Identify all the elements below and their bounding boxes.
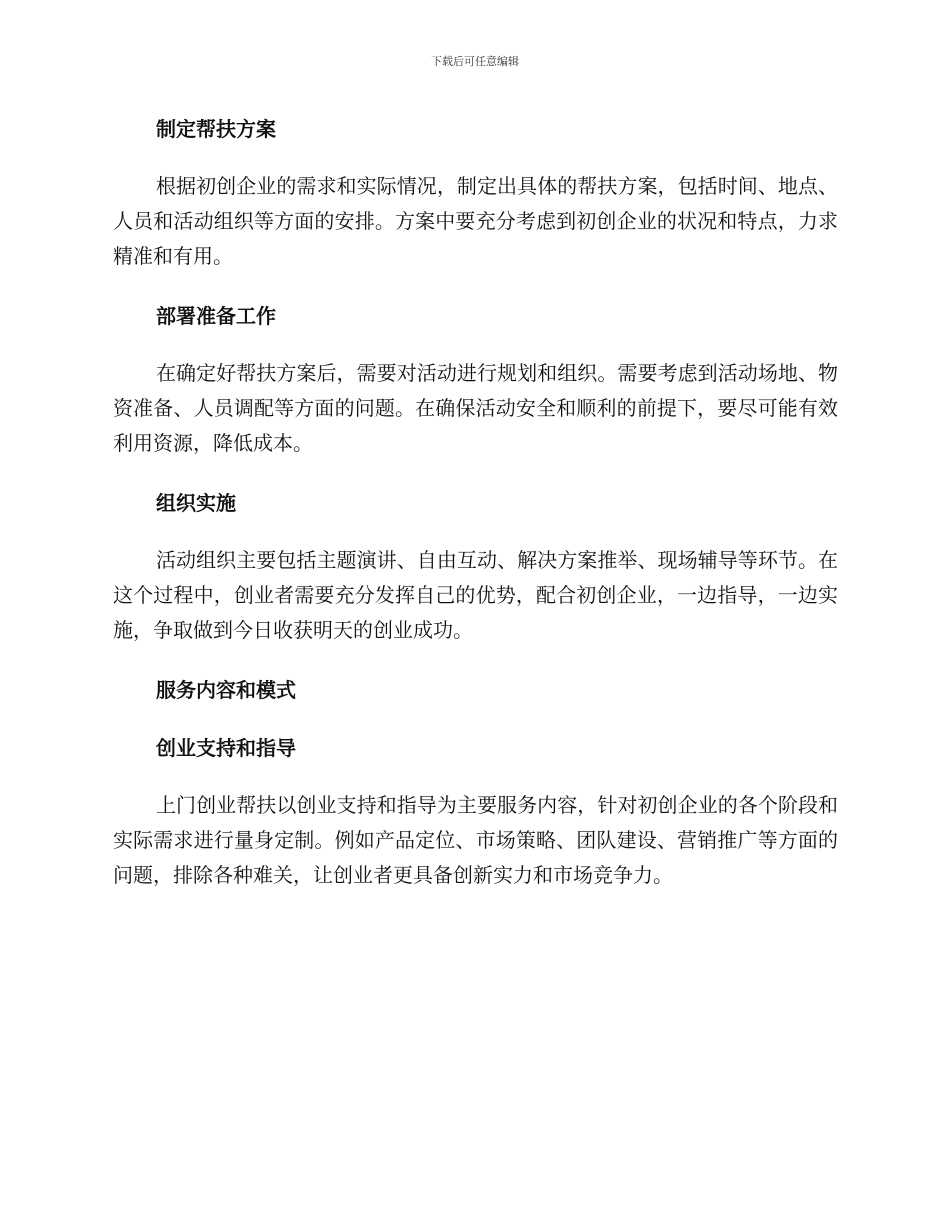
- section-heading-preparation: 部署准备工作: [156, 304, 276, 328]
- section-heading-plan: 制定帮扶方案: [156, 117, 276, 141]
- section-heading-support: 创业支持和指导: [156, 736, 296, 760]
- section-paragraph-implementation: 活动组织主要包括主题演讲、自由互动、解决方案推举、现场辅导等环节。在这个过程中，创业者需要充分发挥自己的优势，配合初创企业，一边指导，一边实施，争取做到今日收获明天的创业成功。: [113, 548, 838, 642]
- document-body: [113, 111, 838, 893]
- section-heading-implementation: 组织实施: [156, 491, 236, 515]
- page-header: 下载后可任意编辑: [431, 55, 519, 68]
- section-heading-service-content: 服务内容和模式: [156, 678, 296, 702]
- section-paragraph-support: 上门创业帮扶以创业支持和指导为主要服务内容，针对初创企业的各个阶段和实际需求进行量身定制。例如产品定位、市场策略、团队建设、营销推广等方面的问题，排除各种难关，让创业者更具备创新实力和市场竞争力。: [113, 793, 838, 887]
- section-paragraph-preparation: 在确定好帮扶方案后，需要对活动进行规划和组织。需要考虑到活动场地、物资准备、人员调配等方面的问题。在确保活动安全和顺利的前提下，要尽可能有效利用资源，降低成本。: [113, 361, 838, 455]
- section-paragraph-plan: 根据初创企业的需求和实际情况，制定出具体的帮扶方案，包括时间、地点、人员和活动组织等方面的安排。方案中要充分考虑到初创企业的状况和特点，力求精准和有用。: [113, 174, 838, 268]
